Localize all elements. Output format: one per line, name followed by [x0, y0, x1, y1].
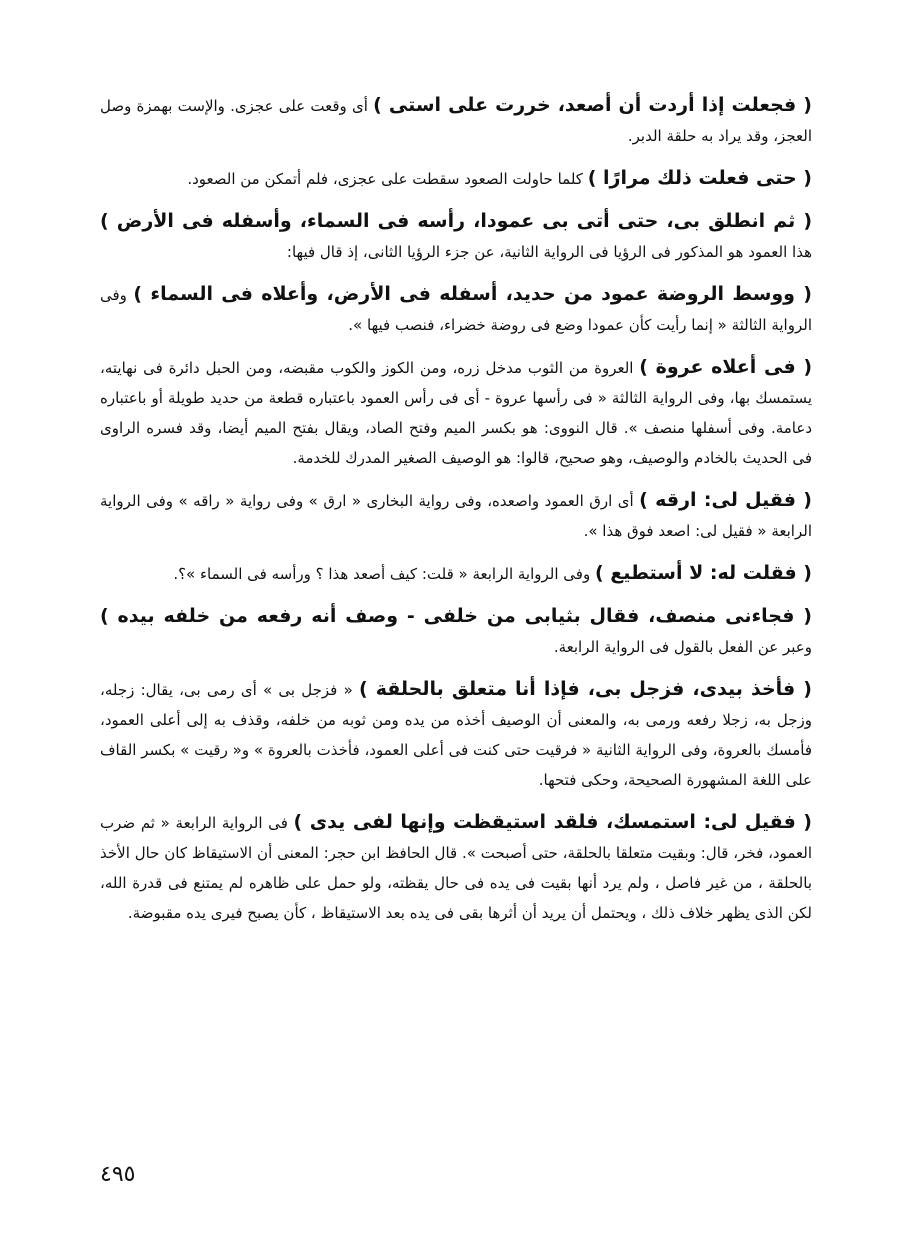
paragraph-6 — [100, 485, 812, 546]
commentary-text: فى الرواية الرابعة « ثم ضرب العمود، فخر، قال: وبقيت متعلقا بالحلقة، حتى أصبحت ». قال الحافظ ابن حجر: المعنى أن الاستيقاظ كان حال الأخذ بالحلقة ، من غير فاصل ، ولم يرد أنها بقيت فى يده فى حال يقظته، ولو حمل على ظاهره لم يمتنع فى قدرة الله، لكن الذى يظهر خلاف ذلك ، ويحتمل أن يريد أن أثرها بقى فى يده بعد الاستيقاظ ، كأن يصبح فيرى يده مقبوضة. — [100, 814, 812, 922]
paragraph-2 — [100, 163, 812, 194]
commentary-text: العروة من الثوب مدخل زره، ومن الكوز والكوب مقبضه، ومن الحبل دائرة فى نهايته، يستمسك بها، وفى الرواية الثالثة « فى رأسها عروة - أى فى رأس العمود باعتباره قطعة من حديد طويلة أو باعتباره دعامة. وفى أسفلها منصف ». قال النووى: هو بكسر الميم وفتح الصاد، ويقال بفتح الميم أيضا، وقد فسره الراوى فى الحديث بالخادم والوصيف، وهو صحيح، قالوا: هو الوصيف الصغير المدرك للخدمة. — [100, 359, 812, 467]
commentary-text: وفى الرواية الثالثة « إنما رأيت كأن عمودا وضع فى روضة خضراء، فنصب فيها ». — [100, 286, 812, 334]
page-number: ٤٩٥ — [100, 1162, 136, 1187]
paragraph-3 — [100, 206, 812, 267]
commentary-text: أى ارق العمود واصعده، وفى رواية البخارى « ارق » وفى رواية « راقه » وفى الرواية الرابعة « فقيل لى: اصعد فوق هذا ». — [100, 492, 812, 540]
quote-lead: ( فقيل لى: ارقه ) — [639, 489, 812, 511]
quote-lead: ( فقيل لى: استمسك، فلقد استيقظت وإنها لفى يدى ) — [293, 811, 812, 833]
page-body — [100, 90, 812, 940]
quote-lead: ( ووسط الروضة عمود من حديد، أسفله فى الأرض، وأعلاه فى السماء ) — [133, 283, 812, 305]
quote-lead: ( ثم انطلق بى، حتى أتى بى عمودا، رأسه فى السماء، وأسفله فى الأرض ) — [100, 210, 812, 232]
paragraph-1 — [100, 90, 812, 151]
paragraph-9 — [100, 674, 812, 795]
paragraph-7 — [100, 558, 812, 589]
quote-lead: ( فقلت له: لا أستطيع ) — [594, 562, 812, 584]
quote-lead: ( حتى فعلت ذلك مرارًا ) — [587, 167, 812, 189]
paragraph-8 — [100, 601, 812, 662]
commentary-text: أى وقعت على عجزى. والإست بهمزة وصل العجز، وقد يراد به حلقة الدبر. — [100, 97, 812, 145]
commentary-text: « فزجل بى » أى رمى بى، يقال: زجله، وزجل به، زجلا رفعه ورمى به، والمعنى أن الوصيف أخذه من يده ومن ثوبه من خلفه، وقذف به إلى أعلى العمود، فأمسك بالعروة، وفى الرواية الثانية « فرقيت حتى كنت فى أعلى العمود، فأخذت بالعروة » و« رقيت » بكسر القاف على اللغة المشهورة الصحيحة، وحكى فتحها. — [100, 681, 812, 789]
paragraph-10 — [100, 807, 812, 928]
commentary-text: هذا العمود هو المذكور فى الرؤيا فى الرواية الثانية، عن جزء الرؤيا الثانى، إذ قال فيها: — [286, 243, 812, 261]
quote-lead: ( فجاءنى منصف، فقال بثيابى من خلفى - وصف أنه رفعه من خلفه بيده ) — [100, 605, 812, 627]
commentary-text: وفى الرواية الرابعة « قلت: كيف أصعد هذا ؟ ورأسه فى السماء »؟. — [173, 565, 595, 583]
quote-lead: ( فجعلت إذا أردت أن أصعد، خررت على استى ) — [373, 94, 812, 116]
paragraph-5 — [100, 352, 812, 473]
quote-lead: ( فى أعلاه عروة ) — [639, 356, 813, 378]
commentary-text: وعبر عن الفعل بالقول فى الرواية الرابعة. — [553, 638, 812, 656]
quote-lead: ( فأخذ بيدى، فزجل بى، فإذا أنا متعلق بالحلقة ) — [358, 678, 812, 700]
paragraph-4 — [100, 279, 812, 340]
commentary-text: كلما حاولت الصعود سقطت على عجزى، فلم أتمكن من الصعود. — [187, 170, 588, 188]
